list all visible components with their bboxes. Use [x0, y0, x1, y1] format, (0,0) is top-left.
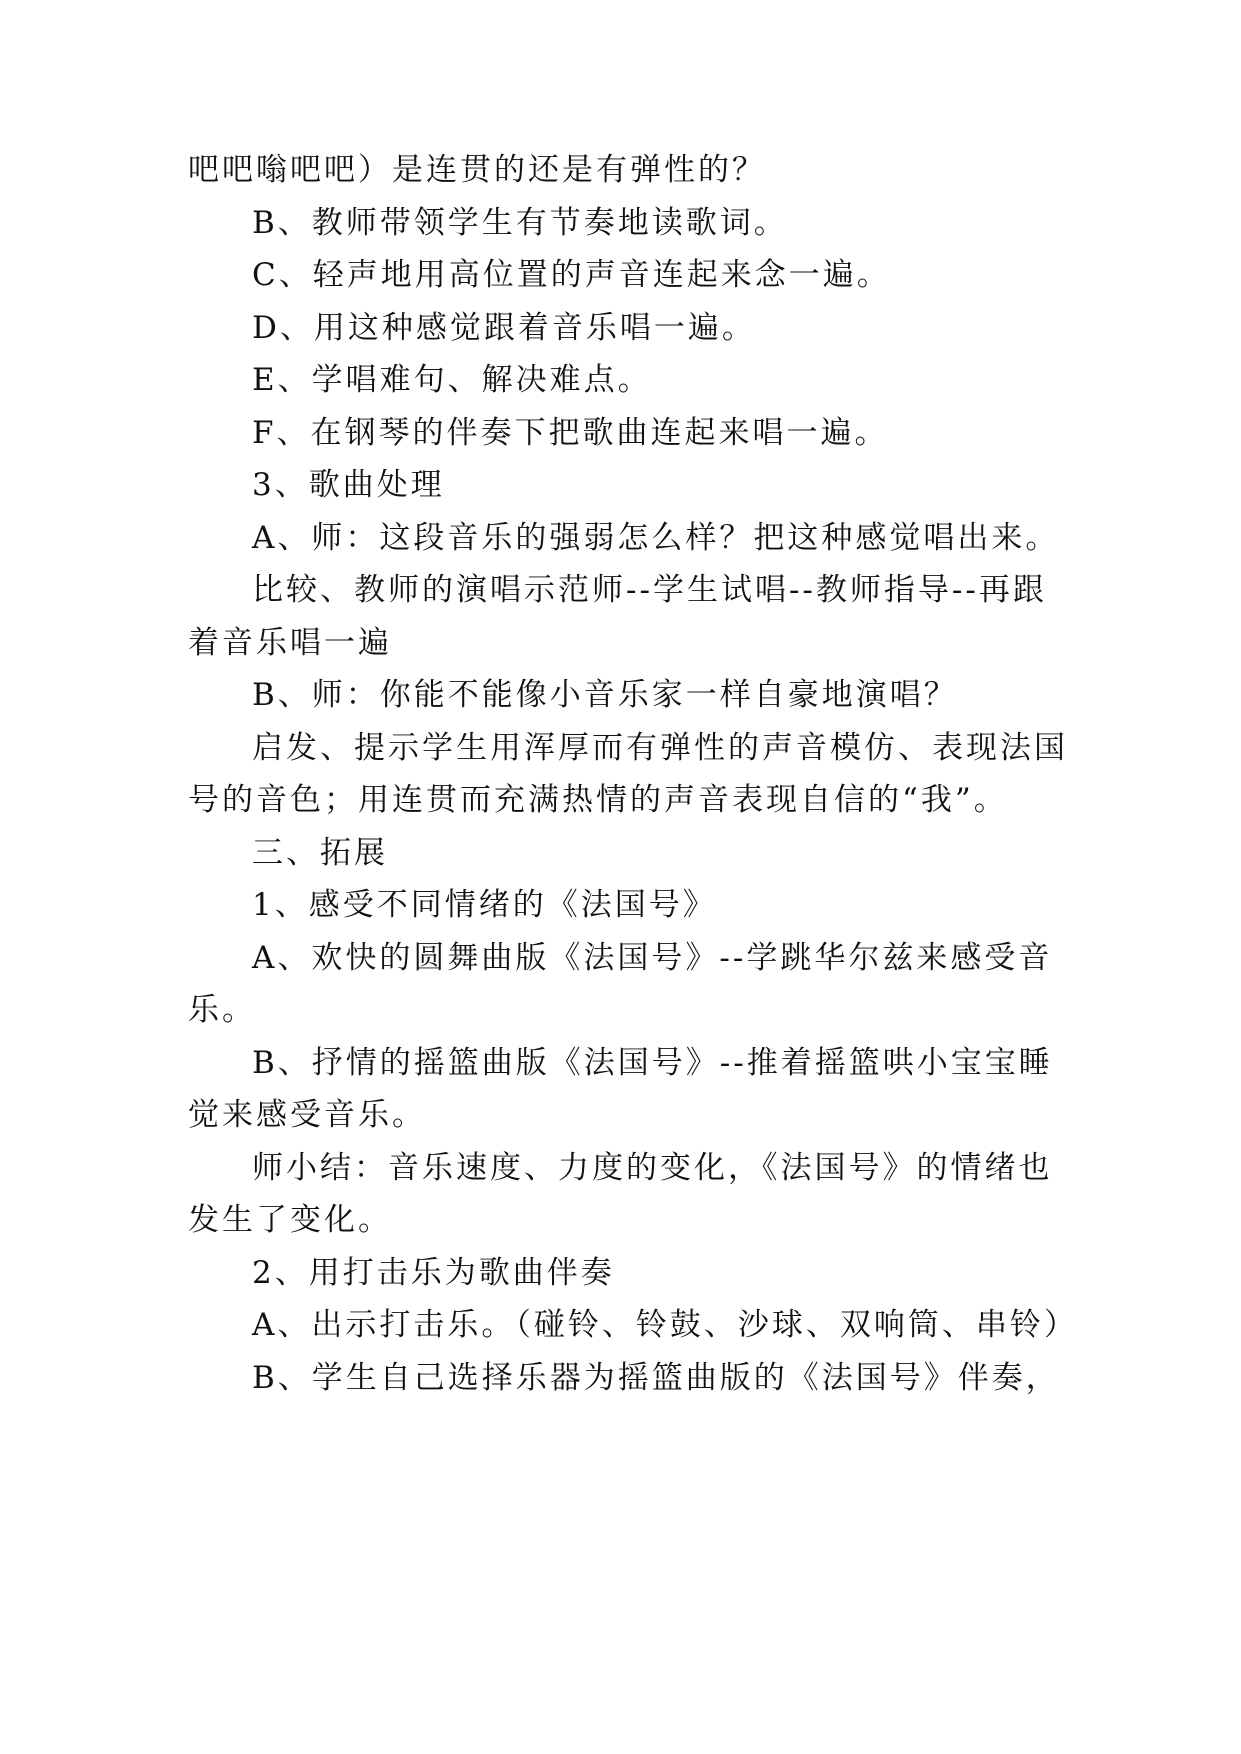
text-line: B、抒情的摇篮曲版《法国号》--推着摇篮哄小宝宝睡: [252, 1045, 1053, 1081]
text-line: 着音乐唱一遍: [188, 625, 392, 661]
text-line: 觉来感受音乐。: [188, 1097, 426, 1133]
text-line: 启发、提示学生用浑厚而有弹性的声音模仿、表现法国: [252, 730, 1068, 766]
text-line: A、师：这段音乐的强弱怎么样？把这种感觉唱出来。: [252, 520, 1060, 556]
text-line: F、在钢琴的伴奏下把歌曲连起来唱一遍。: [252, 415, 889, 451]
text-line: A、出示打击乐。（碰铃、铃鼓、沙球、双响筒、串铃）: [252, 1307, 1078, 1343]
text-line: 吧吧嗡吧吧）是连贯的还是有弹性的？: [188, 152, 766, 188]
text-line: B、师：你能不能像小音乐家一样自豪地演唱？: [252, 677, 958, 713]
text-line: D、用这种感觉跟着音乐唱一遍。: [252, 310, 756, 346]
section-heading: 2、用打击乐为歌曲伴奏: [252, 1255, 615, 1291]
text-line: 号的音色；用连贯而充满热情的声音表现自信的“我”。: [188, 782, 1008, 818]
text-line: A、欢快的圆舞曲版《法国号》--学跳华尔兹来感受音: [252, 940, 1053, 976]
text-line: 师小结：音乐速度、力度的变化，《法国号》的情绪也: [252, 1150, 1053, 1186]
section-heading: 三、拓展: [252, 835, 388, 871]
text-line: 发生了变化。: [188, 1202, 392, 1238]
text-line: B、教师带领学生有节奏地读歌词。: [252, 205, 788, 241]
section-heading: 1、感受不同情绪的《法国号》: [252, 887, 717, 923]
text-line: C、轻声地用高位置的声音连起来念一遍。: [252, 257, 891, 293]
text-line: 比较、教师的演唱示范师--学生试唱--教师指导--再跟: [252, 572, 1047, 608]
section-heading: 3、歌曲处理: [252, 467, 445, 503]
text-line: E、学唱难句、解决难点。: [252, 362, 652, 398]
text-line: 乐。: [188, 992, 256, 1028]
text-line: B、学生自己选择乐器为摇篮曲版的《法国号》伴奏，: [252, 1360, 1060, 1396]
